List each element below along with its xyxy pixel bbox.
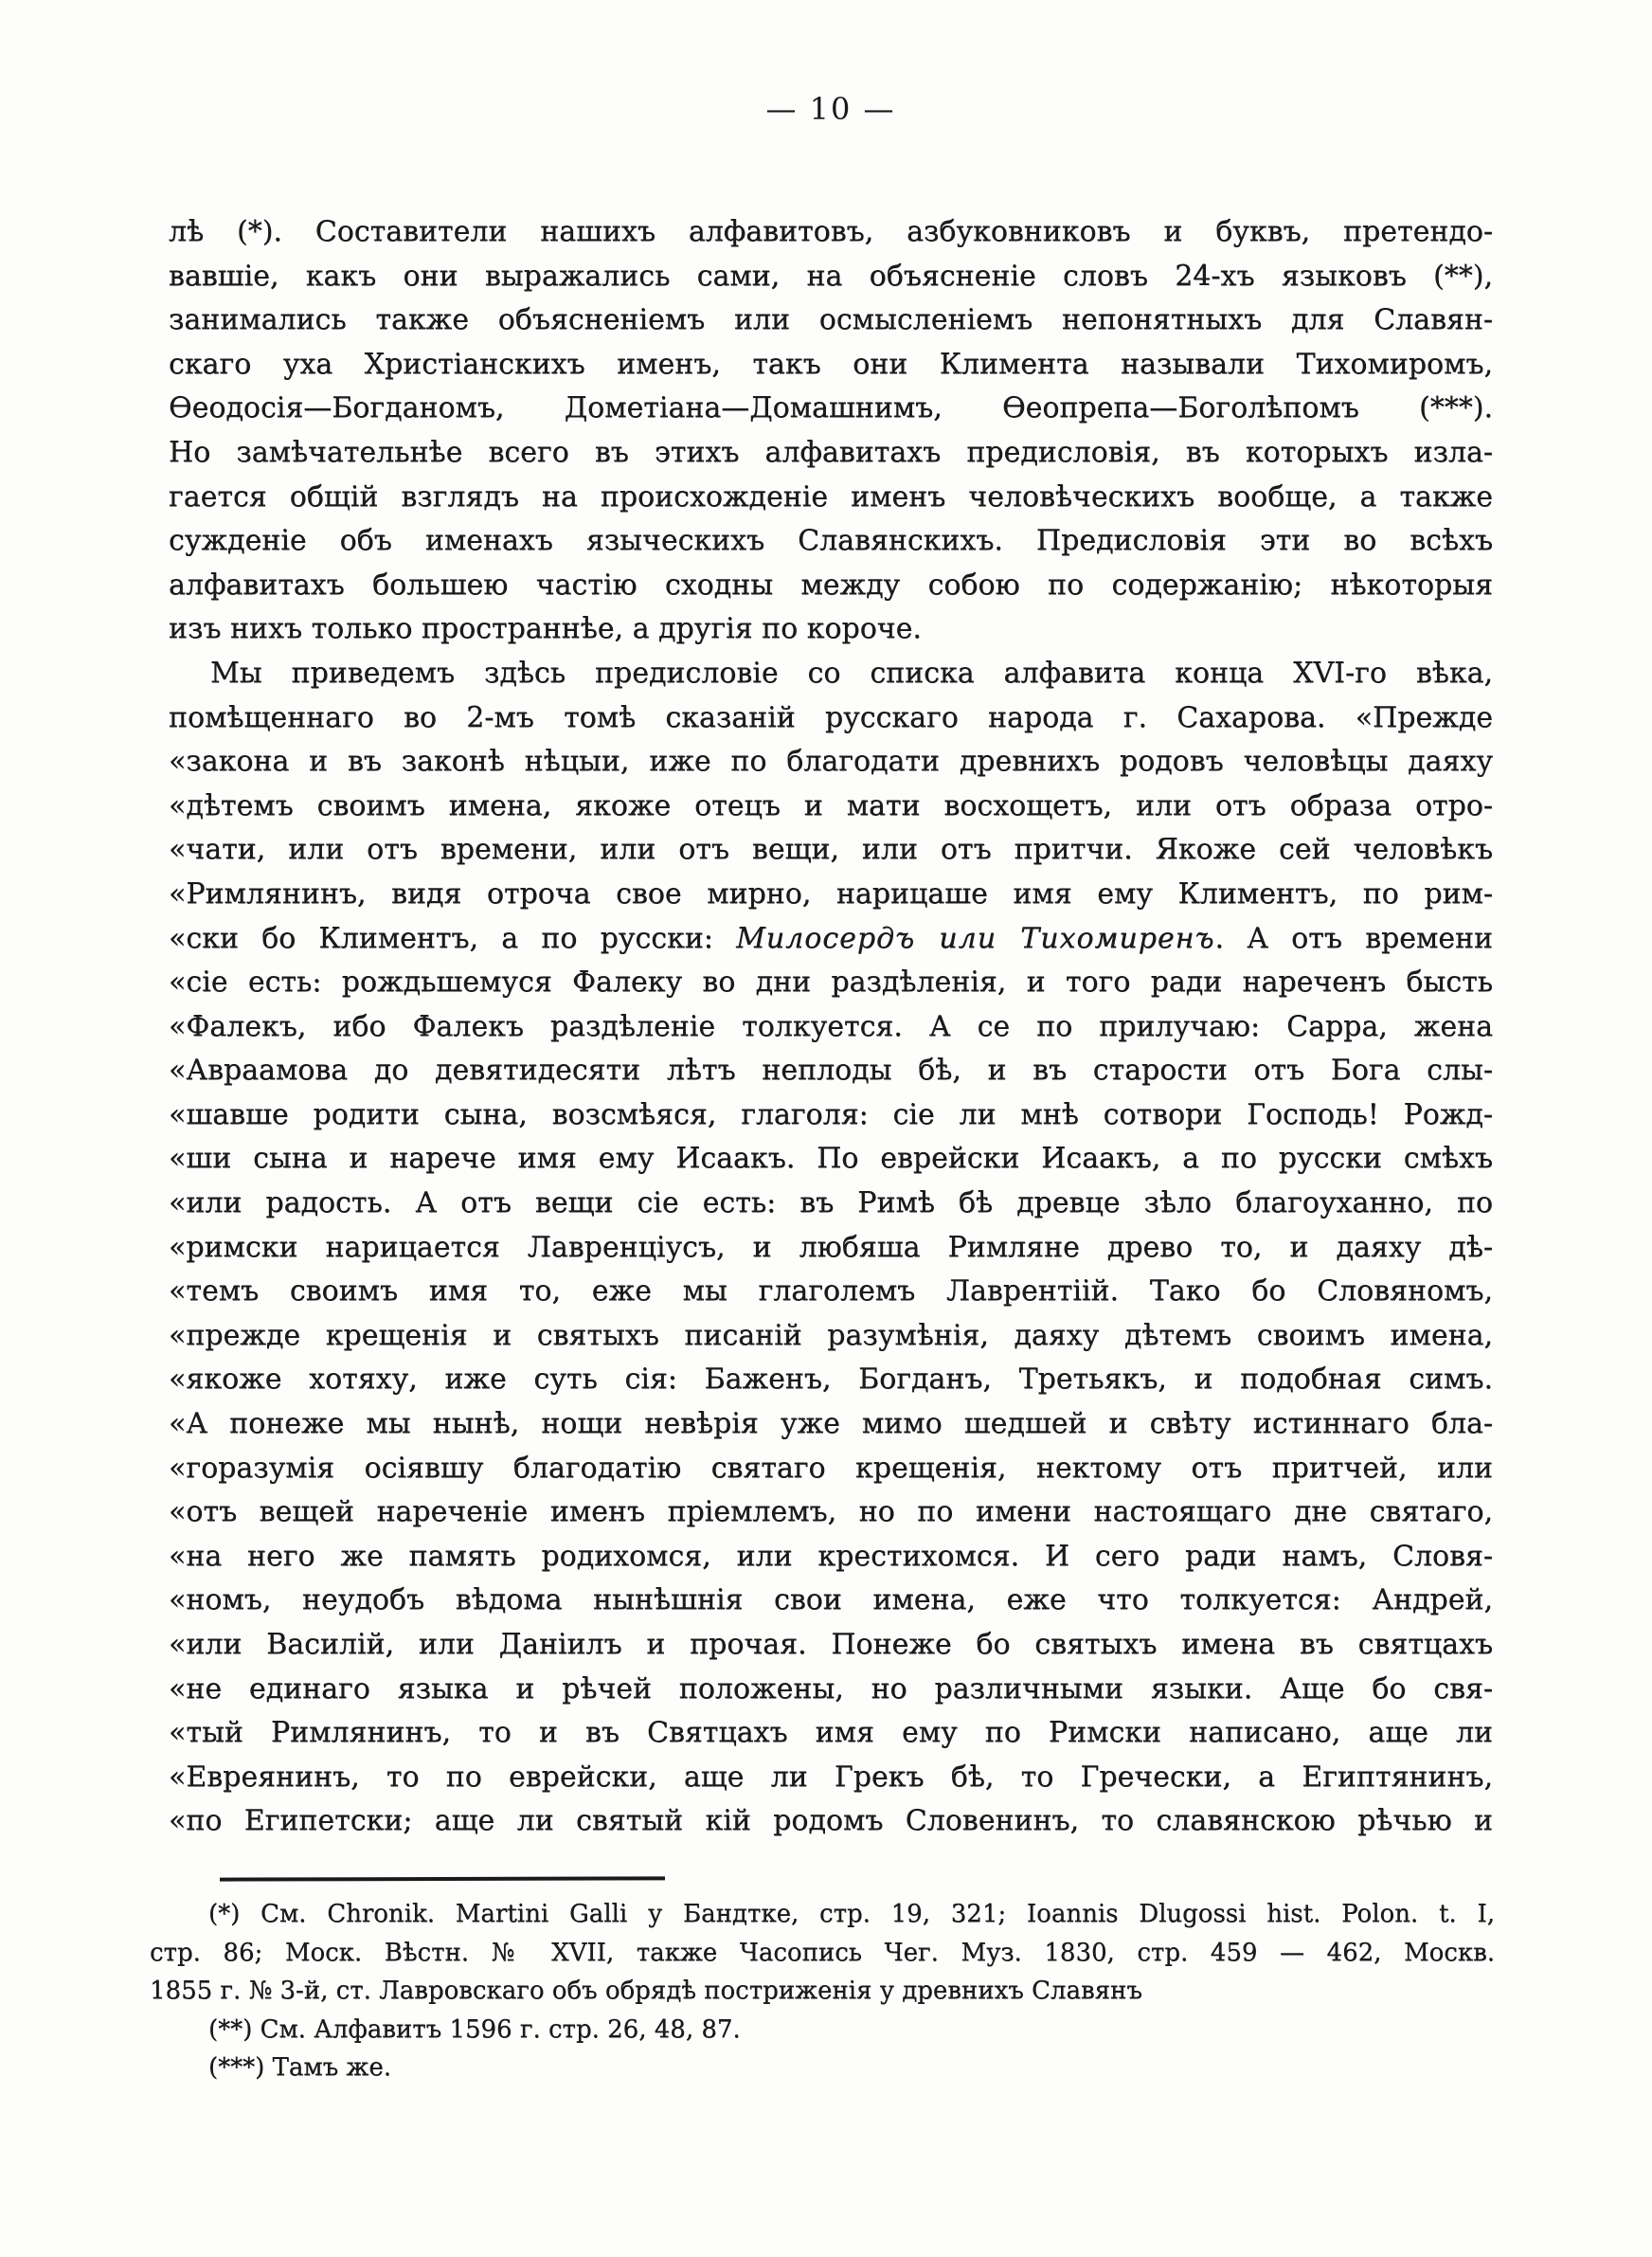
text-segment: вавшіе, какъ они выражались сами, на объясненіе словъ 24-хъ языковъ (**), <box>169 259 1493 293</box>
text-segment: «ски бо Климентъ, а по русски: <box>169 921 737 955</box>
text-segment: «или Василій, или Даніилъ и прочая. Понеже бо святыхъ имена въ святцахъ <box>169 1628 1493 1661</box>
text-segment: «отъ вещей нареченіе именъ пріемлемъ, но по имени настоящаго дне святаго, <box>169 1495 1493 1529</box>
text-segment: «якоже хотяху, иже суть сія: Баженъ, Богданъ, Третьякъ, и подобная симъ. <box>169 1363 1493 1397</box>
text-line <box>169 873 1493 917</box>
text-segment: «римски нарицается Лавренціусъ, и любяша Римляне древо то, и даяху дѣ- <box>169 1230 1493 1264</box>
text-line <box>169 1049 1493 1093</box>
text-segment: лѣ (*). Составители нашихъ алфавитовъ, азбуковниковъ и буквъ, претендо- <box>169 215 1493 248</box>
text-segment: «не единаго языка и рѣчей положены, но различными языки. Аще бо свя- <box>169 1671 1493 1706</box>
text-segment: «на него же память родихомся, или крестихомся. И сего ради намъ, Словя- <box>169 1539 1493 1573</box>
text-segment: «Фалекъ, ибо Фалекъ раздѣленіе толкуется. А се по прилучаю: Сарра, жена <box>169 1009 1493 1043</box>
text-line <box>169 1711 1493 1756</box>
text-segment: . А отъ времени <box>1214 921 1493 955</box>
text-segment: Но замѣчательнѣе всего въ этихъ алфавитахъ предисловія, въ которыхъ изла- <box>169 435 1493 469</box>
text-segment: Мы приведемъ здѣсь предисловіе со списка алфавита конца XVI-го вѣка, <box>210 656 1493 690</box>
text-segment: «или радость. А отъ вещи сіе есть: въ Римѣ бѣ древце зѣло благоуханно, по <box>169 1186 1493 1220</box>
text-line <box>169 961 1493 1005</box>
text-line <box>169 1535 1493 1580</box>
footnote-line <box>150 1934 1495 1973</box>
text-segment: скаго уха Христіанскихъ именъ, такъ они Климента называли Тихомиромъ, <box>169 347 1493 381</box>
text-segment: «прежде крещенія и святыхъ писаній разумѣнія, даяху дѣтемъ своимъ имена, <box>169 1318 1493 1352</box>
text-line <box>169 1623 1493 1668</box>
text-line <box>169 519 1493 564</box>
text-segment: «чати, или отъ времени, или отъ вещи, или отъ притчи. Якоже сей человѣкъ <box>169 833 1493 867</box>
text-line <box>169 696 1493 741</box>
text-segment: (**) См. Алфавитъ 1596 г. стр. 26, 48, 87. <box>208 2014 741 2044</box>
footnote-line <box>150 2049 1495 2087</box>
text-segment: (***) Тамъ же. <box>208 2053 391 2082</box>
text-line <box>169 1579 1493 1623</box>
footnote-line <box>150 1972 1495 2011</box>
text-line <box>169 1490 1493 1535</box>
text-line <box>169 917 1493 962</box>
text-line <box>169 1402 1493 1447</box>
text-segment: «Евреянинъ, то по еврейски, аще ли Грекъ бѣ, то Гречески, а Египтянинъ, <box>169 1760 1493 1794</box>
text-segment: «сіе есть: рождьшемуся Фалеку во дни раздѣленія, и того ради нареченъ бысть <box>169 966 1493 1000</box>
text-segment: «ши сына и нарече имя ему Исаакъ. По еврейски Исаакъ, а по русски смѣхъ <box>169 1142 1493 1176</box>
text-line <box>169 1314 1493 1359</box>
text-line <box>169 1358 1493 1402</box>
text-line <box>169 1093 1493 1138</box>
footnote-separator <box>220 1876 665 1881</box>
text-line <box>169 298 1493 343</box>
text-line <box>169 1226 1493 1271</box>
text-line <box>169 255 1493 299</box>
text-segment: «Авраамова до девятидесяти лѣтъ неплоды бѣ, и въ старости отъ Бога слы- <box>169 1054 1493 1088</box>
text-segment: «горазумія осіявшу благодатію святаго крещенія, нектому отъ притчей, или <box>169 1451 1493 1485</box>
text-segment: (*) См. Chronik. Martini Galli у Бандтке, стр. 19, 321; Ioannis Dlugossi hist. Polon. t. I, <box>208 1900 1495 1928</box>
text-segment: «номъ, неудобъ вѣдома нынѣшнія свои имена, еже что толкуется: Андрей, <box>169 1583 1493 1617</box>
text-line <box>169 1447 1493 1491</box>
italic-text-segment: Милосердъ или Тихомиренъ <box>736 921 1215 955</box>
text-line <box>169 476 1493 520</box>
text-segment: гается общій взглядъ на происхожденіе именъ человѣческихъ вообще, а также <box>169 479 1493 514</box>
footnote-line <box>150 2011 1495 2049</box>
text-segment: изъ нихъ только пространнѣе, а другія по короче. <box>169 612 922 646</box>
text-segment: стр. 86; Моск. Вѣстн. № XVII, также Часопись Чег. Муз. 1830, стр. 459 — 462, Москв. <box>150 1938 1495 1967</box>
text-line <box>169 1270 1493 1314</box>
text-segment: «шавше родити сына, возсмѣяся, глаголя: сіе ли мнѣ сотвори Господь! Рожд- <box>169 1097 1493 1131</box>
text-line <box>169 1005 1493 1050</box>
text-segment: сужденіе объ именахъ языческихъ Славянскихъ. Предисловія эти во всѣхъ <box>169 524 1493 558</box>
text-segment: Ѳеодосія—Богданомъ, Дометіана—Домашнимъ, Ѳеопрепа—Боголѣпомъ (***). <box>169 391 1493 425</box>
text-line <box>169 1799 1493 1844</box>
text-segment: «тый Римлянинъ, то и въ Святцахъ имя ему по Римски написано, аще ли <box>169 1716 1493 1750</box>
text-segment: «А понеже мы нынѣ, нощи невѣрія уже мимо шедшей и свѣту истиннаго бла- <box>169 1407 1493 1441</box>
text-line <box>169 652 1493 696</box>
text-line <box>169 828 1493 873</box>
text-segment: помѣщеннаго во 2-мъ томѣ сказаній русскаго народа г. Сахарова. «Прежде <box>169 700 1493 734</box>
text-segment: «дѣтемъ своимъ имена, якоже отецъ и мати восхощетъ, или отъ образа отро- <box>169 788 1493 822</box>
text-line <box>169 740 1493 785</box>
page-number: — 10 — <box>765 91 896 127</box>
text-line <box>169 1668 1493 1712</box>
text-segment: «закона и въ законѣ нѣцыи, иже по благодати древнихъ родовъ человѣцы даяху <box>169 745 1493 779</box>
text-segment: «по Египетски; аще ли святый кій родомъ Словенинъ, то славянскою рѣчью и <box>169 1804 1493 1838</box>
text-segment: занимались также объясненіемъ или осмысленіемъ непонятныхъ для Славян- <box>169 303 1493 337</box>
text-line <box>169 387 1493 431</box>
footnote-line <box>150 1895 1495 1934</box>
body-text <box>169 210 1493 1844</box>
text-line <box>169 607 1493 652</box>
text-line <box>169 1137 1493 1182</box>
text-line <box>169 343 1493 388</box>
text-line <box>169 785 1493 829</box>
text-segment: алфавитахъ большею частію сходны между собою по содержанію; нѣкоторыя <box>169 568 1493 602</box>
text-line <box>169 564 1493 608</box>
text-segment: «Римлянинъ, видя отроча свое мирно, нарицаше имя ему Климентъ, по рим- <box>169 876 1493 911</box>
text-line <box>169 431 1493 476</box>
text-line <box>169 1756 1493 1800</box>
text-segment: «темъ своимъ имя то, еже мы глаголемъ Лаврентіій. Тако бо Словяномъ, <box>169 1274 1493 1309</box>
text-line <box>169 210 1493 255</box>
footnotes <box>150 1895 1495 2087</box>
text-segment: 1855 г. № 3-й, ст. Лавровскаго объ обрядѣ постриженія у древнихъ Славянъ <box>150 1977 1142 2005</box>
text-line <box>169 1182 1493 1226</box>
